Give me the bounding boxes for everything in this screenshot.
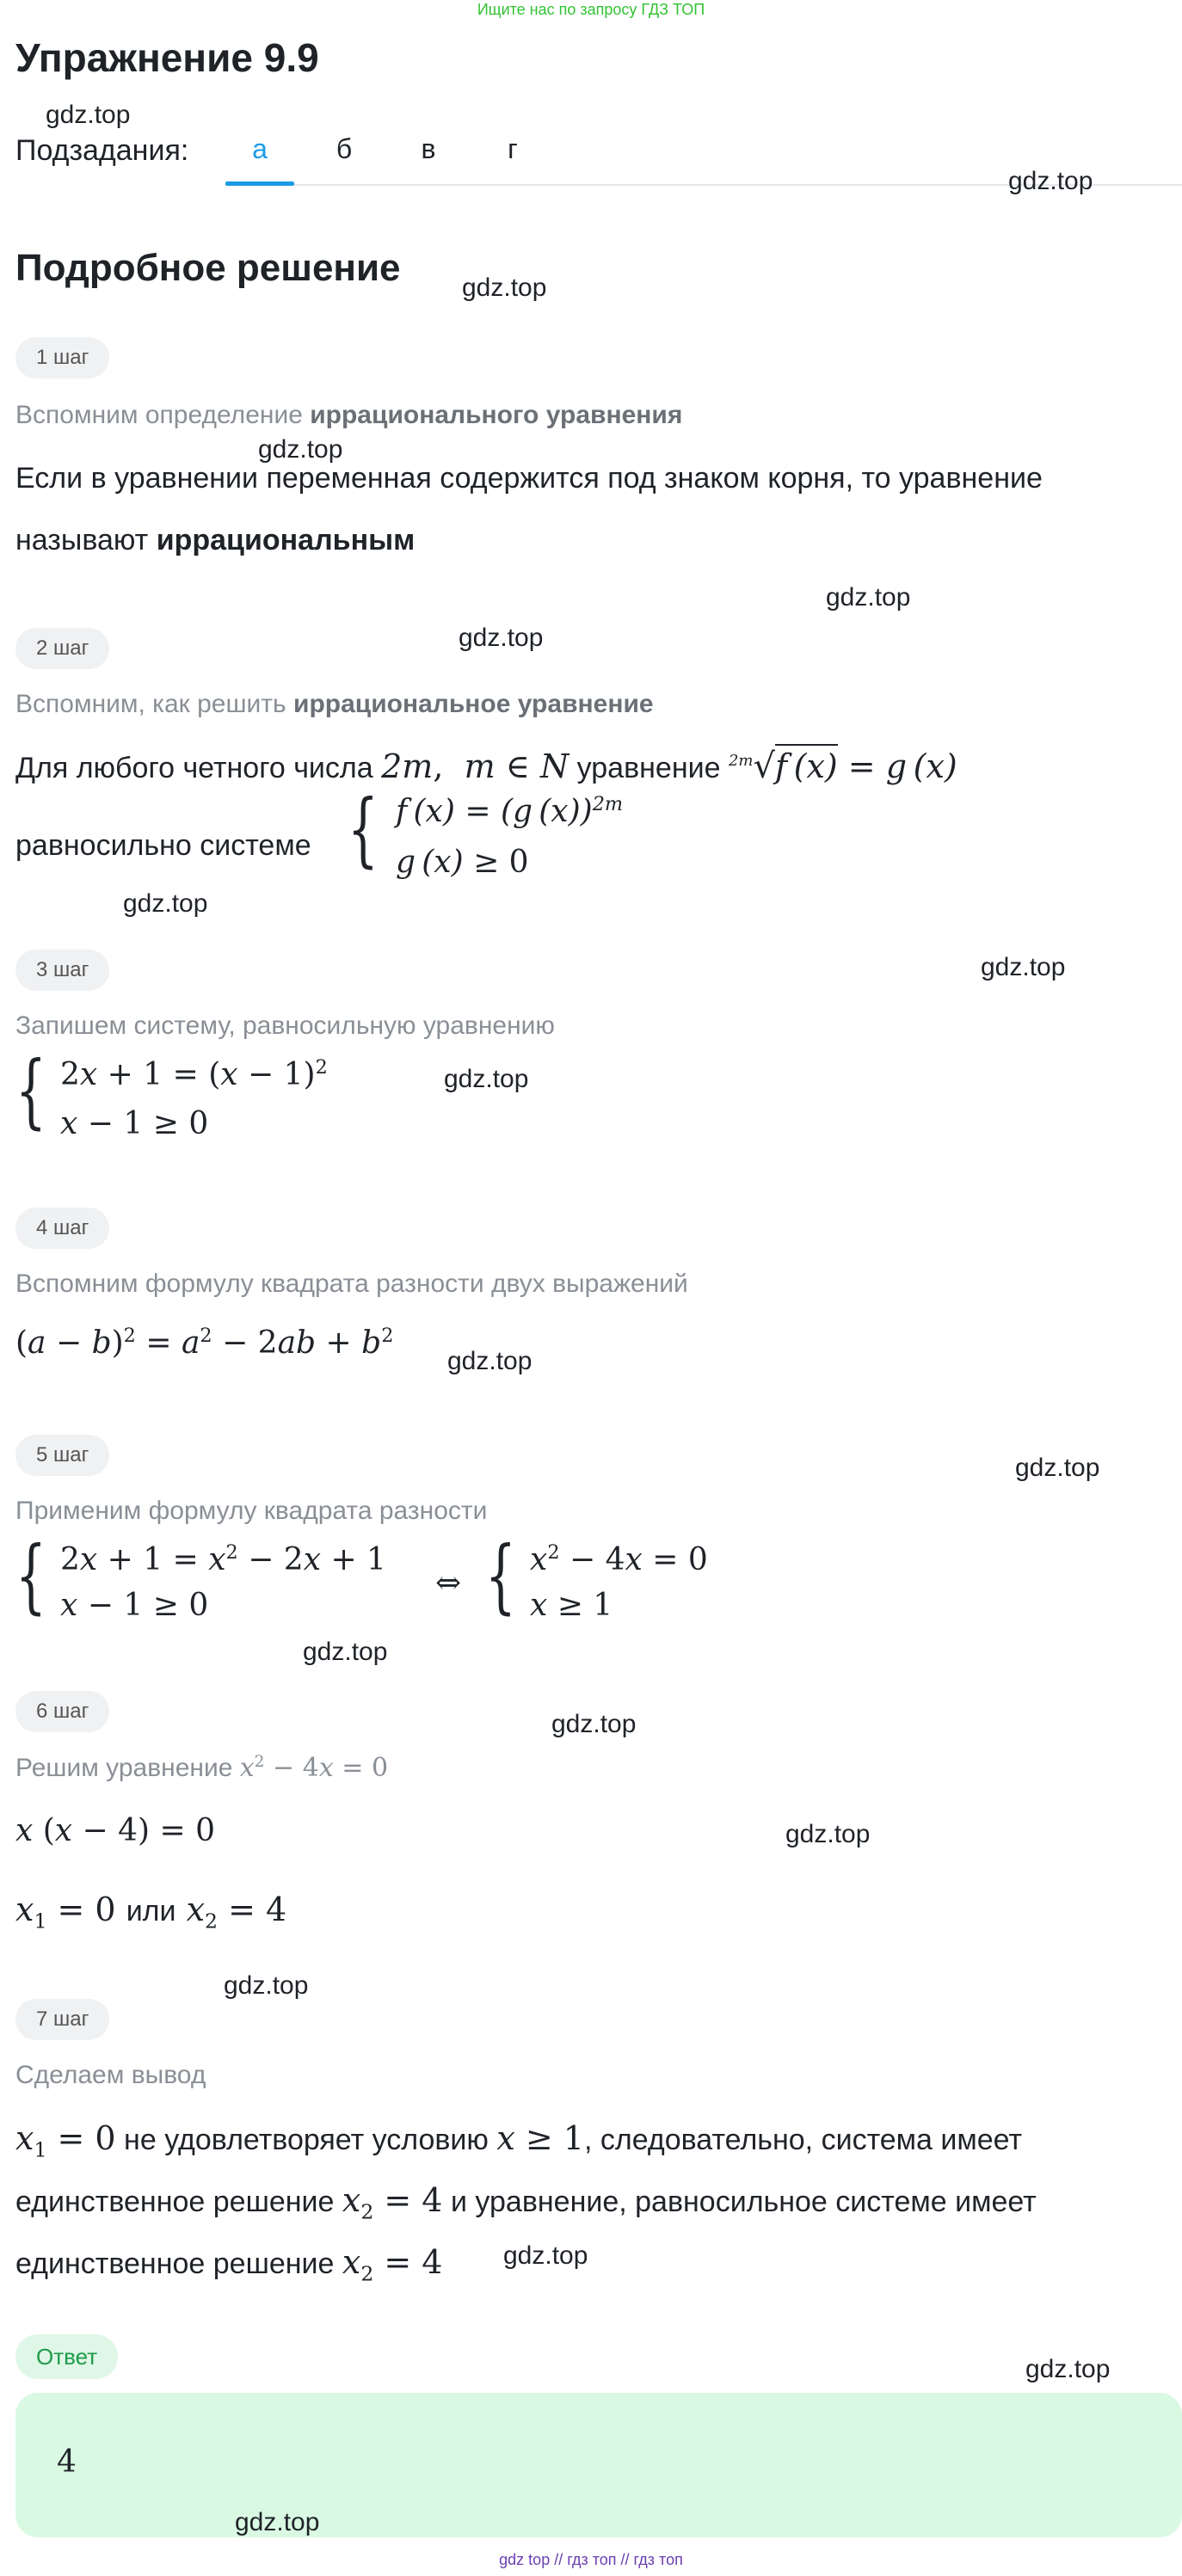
watermark: gdz.top	[551, 1710, 637, 1738]
step-4-formula: $(a - b)^2 = a^2 - 2ab + b^2$	[15, 1325, 394, 1361]
tab-b[interactable]: б	[336, 133, 353, 164]
watermark: gdz.top	[1025, 2355, 1111, 2383]
step-5-system-left-eq-1: $2x + 1 = x^2 - 2x + 1$	[60, 1541, 386, 1577]
step-3-system-eq-2: x − 1 ≥ 0	[60, 1106, 209, 1141]
top-banner: Ищите нас по запросу ГДЗ ТОП	[477, 1, 705, 18]
watermark: gdz.top	[224, 1971, 309, 2000]
step-2-caption: Вспомним, как решить иррациональное уравнение	[15, 690, 654, 718]
answer-value: 4	[57, 2444, 77, 2480]
tab-g[interactable]: г	[508, 133, 518, 164]
watermark: gdz.top	[1008, 167, 1093, 195]
step-badge-2: 2 шаг	[15, 628, 109, 669]
watermark: gdz.top	[459, 624, 544, 652]
watermark: gdz.top	[462, 274, 547, 302]
step-badge-4: 4 шаг	[15, 1208, 109, 1249]
step-5-system-right-eq-2: x ≥ 1	[530, 1588, 613, 1623]
watermark: gdz.top	[303, 1638, 388, 1666]
watermark: gdz.top	[123, 889, 208, 918]
watermark: gdz.top	[235, 2508, 320, 2536]
step-badge-3: 3 шаг	[15, 950, 109, 991]
step-7-line-3: единственное решение $x_2 = 4$	[15, 2243, 443, 2286]
step-badge-6: 6 шаг	[15, 1691, 109, 1732]
step-6-roots: $x_1 = 0$ или $x_2 = 4$	[15, 1891, 287, 1934]
step-1-line-1: Если в уравнении переменная содержится под знаком корня, то уравнение	[15, 462, 1043, 495]
system-brace: {	[15, 1044, 46, 1138]
system-brace: {	[348, 783, 379, 876]
watermark: gdz.top	[444, 1065, 529, 1093]
step-6-caption: Решим уравнение $x^2 - 4x = 0$	[15, 1753, 389, 1783]
page-title: Упражнение 9.9	[15, 35, 319, 80]
active-tab-indicator	[225, 181, 294, 186]
watermark: gdz.top	[46, 101, 131, 129]
step-2-line-2: равносильно системе	[15, 829, 311, 862]
step-2-line-1: Для любого четного числа 2m, m ∈ N уравнение $^{2m}$√f (x) = g (x)	[15, 747, 957, 786]
step-7-caption: Сделаем вывод	[15, 2061, 206, 2089]
system-brace: {	[15, 1529, 46, 1623]
watermark: gdz.top	[981, 953, 1066, 981]
step-badge-5: 5 шаг	[15, 1435, 109, 1476]
step-4-caption: Вспомним формулу квадрата разности двух выражений	[15, 1270, 688, 1298]
watermark: gdz.top	[1015, 1454, 1100, 1482]
step-1-line-2: называют иррациональным	[15, 524, 416, 556]
watermark: gdz.top	[826, 583, 911, 612]
step-1-caption: Вспомним определение иррационального уравнения	[15, 401, 683, 429]
answer-box	[15, 2393, 1182, 2537]
step-badge-7: 7 шаг	[15, 1999, 109, 2040]
step-5-caption: Применим формулу квадрата разности	[15, 1497, 488, 1525]
step-6-factored: x (x − 4) = 0	[15, 1813, 216, 1848]
footer-links[interactable]: gdz top // гдз топ // гдз топ	[499, 2551, 683, 2568]
step-3-system-eq-1: $2x + 1 = (x - 1)^2$	[60, 1056, 328, 1092]
step-2-system-eq-1: f (x) = (g (x))$^{2m}$	[396, 793, 624, 829]
answer-badge: Ответ	[15, 2334, 118, 2379]
watermark: gdz.top	[503, 2241, 588, 2270]
watermark: gdz.top	[447, 1347, 533, 1375]
watermark: gdz.top	[785, 1820, 871, 1848]
step-2-system-eq-2: g (x) ≥ 0	[396, 845, 529, 880]
step-badge-1: 1 шаг	[15, 337, 109, 378]
tab-v[interactable]: в	[421, 133, 436, 164]
step-7-line-2: единственное решение $x_2 = 4$ и уравнение, равносильное системе имеет	[15, 2181, 1037, 2224]
tab-a[interactable]: а	[252, 133, 268, 164]
section-title: Подробное решение	[15, 247, 401, 289]
subtasks-label: Подзадания:	[15, 134, 189, 167]
step-5-system-left-eq-2: x − 1 ≥ 0	[60, 1588, 209, 1623]
watermark: gdz.top	[258, 435, 343, 464]
step-3-caption: Запишем систему, равносильную уравнению	[15, 1011, 555, 1040]
system-brace: {	[485, 1529, 516, 1623]
step-5-system-right-eq-1: $x^2 - 4x = 0$	[530, 1541, 708, 1577]
equivalence-symbol: ⇔	[435, 1565, 462, 1601]
step-7-line-1: $x_1 = 0$ не удовлетворяет условию x ≥ 1, следовательно, система имеет	[15, 2119, 1023, 2162]
